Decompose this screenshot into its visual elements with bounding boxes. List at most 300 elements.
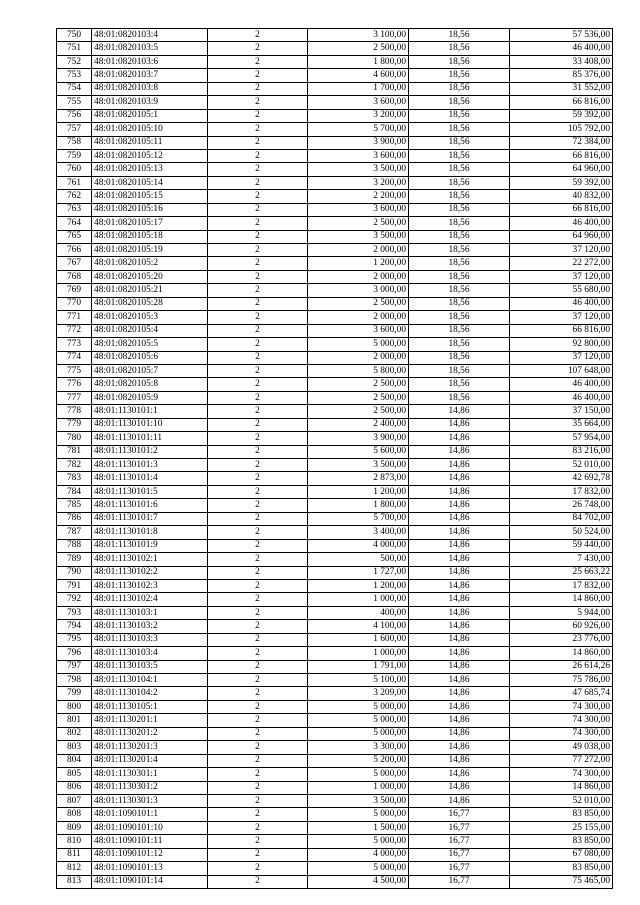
area-value: 1 000,00 <box>308 593 409 606</box>
cadastral-number: 48:01:1130101:10 <box>92 418 208 431</box>
area-value: 5 000,00 <box>308 727 409 740</box>
rate-value: 18,56 <box>409 69 510 82</box>
rate-value: 18,56 <box>409 42 510 55</box>
category-code: 2 <box>208 741 308 754</box>
rate-value: 14,86 <box>409 660 510 673</box>
area-value: 5 700,00 <box>308 512 409 525</box>
row-number: 765 <box>57 230 92 243</box>
area-value: 3 600,00 <box>308 203 409 216</box>
table-row <box>57 324 613 337</box>
rate-value: 14,86 <box>409 606 510 619</box>
table-row <box>57 338 613 351</box>
row-number: 763 <box>57 203 92 216</box>
cadastral-number: 48:01:1090101:1 <box>92 808 208 821</box>
cost-value: 49 038,00 <box>510 741 613 754</box>
table-row <box>57 96 613 109</box>
cadastral-number: 48:01:0820105:21 <box>92 284 208 297</box>
area-value: 1 200,00 <box>308 257 409 270</box>
row-number: 766 <box>57 244 92 257</box>
table-row <box>57 727 613 740</box>
area-value: 5 200,00 <box>308 754 409 767</box>
rate-value: 16,77 <box>409 821 510 834</box>
cost-value: 14 860,00 <box>510 593 613 606</box>
rate-value: 14,86 <box>409 553 510 566</box>
cost-value: 60 926,00 <box>510 620 613 633</box>
area-value: 5 600,00 <box>308 445 409 458</box>
row-number: 791 <box>57 579 92 592</box>
category-code: 2 <box>208 55 308 68</box>
cost-value: 74 300,00 <box>510 714 613 727</box>
category-code: 2 <box>208 324 308 337</box>
category-code: 2 <box>208 338 308 351</box>
row-number: 790 <box>57 566 92 579</box>
cost-value: 25 155,00 <box>510 821 613 834</box>
rate-value: 18,56 <box>409 351 510 364</box>
table-row <box>57 714 613 727</box>
area-value: 1 000,00 <box>308 781 409 794</box>
row-number: 764 <box>57 217 92 230</box>
cost-value: 23 776,00 <box>510 633 613 646</box>
row-number: 781 <box>57 445 92 458</box>
table-row <box>57 566 613 579</box>
cadastral-number: 48:01:1130301:1 <box>92 768 208 781</box>
cadastral-number: 48:01:0820105:17 <box>92 217 208 230</box>
area-value: 2 500,00 <box>308 391 409 404</box>
category-code: 2 <box>208 257 308 270</box>
row-number: 793 <box>57 606 92 619</box>
category-code: 2 <box>208 123 308 136</box>
area-value: 1 727,00 <box>308 566 409 579</box>
area-value: 4 500,00 <box>308 875 409 888</box>
cadastral-number: 48:01:0820105:8 <box>92 378 208 391</box>
category-code: 2 <box>208 297 308 310</box>
area-value: 3 400,00 <box>308 526 409 539</box>
cost-value: 64 960,00 <box>510 163 613 176</box>
rate-value: 14,86 <box>409 445 510 458</box>
rate-value: 14,86 <box>409 499 510 512</box>
area-value: 3 600,00 <box>308 149 409 162</box>
rate-value: 18,56 <box>409 109 510 122</box>
cadastral-number: 48:01:1130102:3 <box>92 579 208 592</box>
rate-value: 14,86 <box>409 674 510 687</box>
category-code: 2 <box>208 526 308 539</box>
table-row <box>57 754 613 767</box>
row-number: 783 <box>57 472 92 485</box>
cost-value: 83 216,00 <box>510 445 613 458</box>
row-number: 786 <box>57 512 92 525</box>
row-number: 756 <box>57 109 92 122</box>
rate-value: 14,86 <box>409 539 510 552</box>
cadastral-number: 48:01:1130101:11 <box>92 432 208 445</box>
row-number: 798 <box>57 674 92 687</box>
cost-value: 84 702,00 <box>510 512 613 525</box>
row-number: 811 <box>57 848 92 861</box>
row-number: 782 <box>57 459 92 472</box>
cost-value: 66 816,00 <box>510 203 613 216</box>
row-number: 771 <box>57 311 92 324</box>
rate-value: 16,77 <box>409 862 510 875</box>
rate-value: 18,56 <box>409 297 510 310</box>
cadastral-number: 48:01:1130101:5 <box>92 485 208 498</box>
area-value: 2 000,00 <box>308 351 409 364</box>
table-row <box>57 660 613 673</box>
cadastral-number: 48:01:0820103:9 <box>92 96 208 109</box>
area-value: 1 200,00 <box>308 579 409 592</box>
cadastral-number: 48:01:1130105:1 <box>92 700 208 713</box>
table-row <box>57 674 613 687</box>
rate-value: 18,56 <box>409 364 510 377</box>
area-value: 2 500,00 <box>308 378 409 391</box>
cost-value: 59 392,00 <box>510 109 613 122</box>
row-number: 760 <box>57 163 92 176</box>
rate-value: 14,86 <box>409 485 510 498</box>
table-row <box>57 257 613 270</box>
table-row <box>57 203 613 216</box>
row-number: 777 <box>57 391 92 404</box>
row-number: 762 <box>57 190 92 203</box>
cost-value: 85 376,00 <box>510 69 613 82</box>
row-number: 803 <box>57 741 92 754</box>
row-number: 750 <box>57 29 92 42</box>
table-row <box>57 700 613 713</box>
rate-value: 14,86 <box>409 781 510 794</box>
row-number: 804 <box>57 754 92 767</box>
rate-value: 14,86 <box>409 754 510 767</box>
rate-value: 14,86 <box>409 526 510 539</box>
rate-value: 18,56 <box>409 136 510 149</box>
area-value: 5 000,00 <box>308 700 409 713</box>
cadastral-number: 48:01:0820105:2 <box>92 257 208 270</box>
cost-value: 57 536,00 <box>510 29 613 42</box>
area-value: 3 900,00 <box>308 136 409 149</box>
table-row <box>57 808 613 821</box>
table-row <box>57 579 613 592</box>
row-number: 799 <box>57 687 92 700</box>
rate-value: 18,56 <box>409 176 510 189</box>
table-body <box>57 29 613 889</box>
cadastral-number: 48:01:0820103:5 <box>92 42 208 55</box>
cost-value: 83 850,00 <box>510 835 613 848</box>
cadastral-number: 48:01:1130101:9 <box>92 539 208 552</box>
table-row <box>57 244 613 257</box>
area-value: 5 700,00 <box>308 123 409 136</box>
category-code: 2 <box>208 351 308 364</box>
area-value: 3 000,00 <box>308 284 409 297</box>
table-row <box>57 512 613 525</box>
cadastral-number: 48:01:1130101:1 <box>92 405 208 418</box>
cadastral-number: 48:01:1130201:4 <box>92 754 208 767</box>
table-row <box>57 270 613 283</box>
cost-value: 26 748,00 <box>510 499 613 512</box>
rate-value: 14,86 <box>409 768 510 781</box>
cadastral-number: 48:01:0820105:13 <box>92 163 208 176</box>
table-row <box>57 230 613 243</box>
cost-value: 52 010,00 <box>510 794 613 807</box>
cost-value: 74 300,00 <box>510 727 613 740</box>
rate-value: 16,77 <box>409 848 510 861</box>
table-row <box>57 69 613 82</box>
table-row <box>57 539 613 552</box>
category-code: 2 <box>208 109 308 122</box>
area-value: 3 600,00 <box>308 96 409 109</box>
table-row <box>57 432 613 445</box>
cost-value: 72 384,00 <box>510 136 613 149</box>
cost-value: 52 010,00 <box>510 459 613 472</box>
area-value: 4 600,00 <box>308 69 409 82</box>
area-value: 5 000,00 <box>308 835 409 848</box>
category-code: 2 <box>208 539 308 552</box>
row-number: 807 <box>57 794 92 807</box>
cadastral-number: 48:01:0820105:5 <box>92 338 208 351</box>
cost-value: 46 400,00 <box>510 391 613 404</box>
category-code: 2 <box>208 579 308 592</box>
row-number: 797 <box>57 660 92 673</box>
table-row <box>57 862 613 875</box>
table-row <box>57 781 613 794</box>
category-code: 2 <box>208 364 308 377</box>
rate-value: 14,86 <box>409 566 510 579</box>
table-row <box>57 82 613 95</box>
cadastral-number: 48:01:0820105:1 <box>92 109 208 122</box>
category-code: 2 <box>208 149 308 162</box>
area-value: 3 500,00 <box>308 230 409 243</box>
rate-value: 14,86 <box>409 459 510 472</box>
rate-value: 14,86 <box>409 405 510 418</box>
cost-value: 83 850,00 <box>510 862 613 875</box>
rate-value: 18,56 <box>409 29 510 42</box>
area-value: 3 300,00 <box>308 741 409 754</box>
row-number: 785 <box>57 499 92 512</box>
area-value: 5 000,00 <box>308 862 409 875</box>
table-row <box>57 109 613 122</box>
table-row <box>57 606 613 619</box>
category-code: 2 <box>208 835 308 848</box>
table-row <box>57 445 613 458</box>
cadastral-number: 48:01:0820105:12 <box>92 149 208 162</box>
rate-value: 14,86 <box>409 472 510 485</box>
row-number: 779 <box>57 418 92 431</box>
cost-value: 74 300,00 <box>510 700 613 713</box>
row-number: 813 <box>57 875 92 888</box>
cadastral-number: 48:01:1090101:14 <box>92 875 208 888</box>
category-code: 2 <box>208 620 308 633</box>
rate-value: 16,77 <box>409 835 510 848</box>
category-code: 2 <box>208 674 308 687</box>
category-code: 2 <box>208 727 308 740</box>
row-number: 761 <box>57 176 92 189</box>
category-code: 2 <box>208 633 308 646</box>
cost-value: 26 614,26 <box>510 660 613 673</box>
area-value: 5 100,00 <box>308 674 409 687</box>
rate-value: 18,56 <box>409 230 510 243</box>
category-code: 2 <box>208 754 308 767</box>
row-number: 794 <box>57 620 92 633</box>
category-code: 2 <box>208 553 308 566</box>
rate-value: 14,86 <box>409 714 510 727</box>
cadastral-number: 48:01:1130101:3 <box>92 459 208 472</box>
cadastral-number: 48:01:0820105:10 <box>92 123 208 136</box>
cost-value: 37 150,00 <box>510 405 613 418</box>
category-code: 2 <box>208 82 308 95</box>
rate-value: 16,77 <box>409 875 510 888</box>
cost-value: 75 465,00 <box>510 875 613 888</box>
rate-value: 14,86 <box>409 593 510 606</box>
area-value: 1 500,00 <box>308 821 409 834</box>
table-row <box>57 821 613 834</box>
table-row <box>57 284 613 297</box>
cost-value: 46 400,00 <box>510 217 613 230</box>
area-value: 2 500,00 <box>308 42 409 55</box>
cadastral-number: 48:01:1130201:3 <box>92 741 208 754</box>
row-number: 768 <box>57 270 92 283</box>
table-row <box>57 297 613 310</box>
category-code: 2 <box>208 647 308 660</box>
area-value: 5 000,00 <box>308 338 409 351</box>
row-number: 754 <box>57 82 92 95</box>
table-row <box>57 472 613 485</box>
cadastral-number: 48:01:1130201:2 <box>92 727 208 740</box>
cadastral-number: 48:01:1130201:1 <box>92 714 208 727</box>
row-number: 753 <box>57 69 92 82</box>
cadastral-number: 48:01:0820105:3 <box>92 311 208 324</box>
area-value: 2 400,00 <box>308 418 409 431</box>
area-value: 1 200,00 <box>308 485 409 498</box>
category-code: 2 <box>208 862 308 875</box>
table-row <box>57 351 613 364</box>
table-row <box>57 42 613 55</box>
rate-value: 18,56 <box>409 149 510 162</box>
category-code: 2 <box>208 418 308 431</box>
row-number: 801 <box>57 714 92 727</box>
cadastral-number: 48:01:0820105:14 <box>92 176 208 189</box>
rate-value: 14,86 <box>409 687 510 700</box>
area-value: 5 000,00 <box>308 808 409 821</box>
cost-value: 37 120,00 <box>510 270 613 283</box>
cadastral-number: 48:01:1130101:8 <box>92 526 208 539</box>
row-number: 759 <box>57 149 92 162</box>
row-number: 788 <box>57 539 92 552</box>
table-row <box>57 149 613 162</box>
rate-value: 18,56 <box>409 391 510 404</box>
cost-value: 57 954,00 <box>510 432 613 445</box>
cadastral-number: 48:01:1090101:12 <box>92 848 208 861</box>
row-number: 769 <box>57 284 92 297</box>
area-value: 3 900,00 <box>308 432 409 445</box>
cadastral-number: 48:01:1130101:6 <box>92 499 208 512</box>
area-value: 1 700,00 <box>308 82 409 95</box>
rate-value: 18,56 <box>409 244 510 257</box>
table-row <box>57 848 613 861</box>
category-code: 2 <box>208 42 308 55</box>
area-value: 2 000,00 <box>308 311 409 324</box>
category-code: 2 <box>208 163 308 176</box>
rate-value: 18,56 <box>409 324 510 337</box>
cost-value: 66 816,00 <box>510 149 613 162</box>
cost-value: 83 850,00 <box>510 808 613 821</box>
row-number: 751 <box>57 42 92 55</box>
area-value: 3 500,00 <box>308 794 409 807</box>
area-value: 1 791,00 <box>308 660 409 673</box>
category-code: 2 <box>208 405 308 418</box>
category-code: 2 <box>208 69 308 82</box>
category-code: 2 <box>208 244 308 257</box>
rate-value: 14,86 <box>409 647 510 660</box>
table-row <box>57 123 613 136</box>
cost-value: 46 400,00 <box>510 297 613 310</box>
cost-value: 40 832,00 <box>510 190 613 203</box>
area-value: 3 209,00 <box>308 687 409 700</box>
table-row <box>57 485 613 498</box>
category-code: 2 <box>208 848 308 861</box>
cadastral-number: 48:01:0820105:20 <box>92 270 208 283</box>
category-code: 2 <box>208 472 308 485</box>
category-code: 2 <box>208 606 308 619</box>
cost-value: 33 408,00 <box>510 55 613 68</box>
area-value: 3 500,00 <box>308 163 409 176</box>
cost-value: 59 440,00 <box>510 539 613 552</box>
category-code: 2 <box>208 311 308 324</box>
row-number: 789 <box>57 553 92 566</box>
rate-value: 18,56 <box>409 163 510 176</box>
category-code: 2 <box>208 485 308 498</box>
table-row <box>57 190 613 203</box>
rate-value: 14,86 <box>409 794 510 807</box>
cadastral-number: 48:01:0820105:15 <box>92 190 208 203</box>
category-code: 2 <box>208 270 308 283</box>
cadastral-number: 48:01:1090101:11 <box>92 835 208 848</box>
row-number: 805 <box>57 768 92 781</box>
row-number: 792 <box>57 593 92 606</box>
rate-value: 18,56 <box>409 270 510 283</box>
cost-value: 22 272,00 <box>510 257 613 270</box>
table-row <box>57 620 613 633</box>
table-row <box>57 378 613 391</box>
category-code: 2 <box>208 432 308 445</box>
table-row <box>57 311 613 324</box>
table-row <box>57 176 613 189</box>
rate-value: 14,86 <box>409 432 510 445</box>
cadastral-number: 48:01:1090101:10 <box>92 821 208 834</box>
table-row <box>57 55 613 68</box>
cadastral-number: 48:01:0820105:9 <box>92 391 208 404</box>
cadastral-number: 48:01:1130102:1 <box>92 553 208 566</box>
category-code: 2 <box>208 499 308 512</box>
cost-value: 42 692,78 <box>510 472 613 485</box>
table-row <box>57 163 613 176</box>
table-row <box>57 647 613 660</box>
area-value: 2 000,00 <box>308 270 409 283</box>
rate-value: 16,77 <box>409 808 510 821</box>
row-number: 802 <box>57 727 92 740</box>
area-value: 5 000,00 <box>308 714 409 727</box>
rate-value: 18,56 <box>409 284 510 297</box>
cost-value: 17 832,00 <box>510 579 613 592</box>
rate-value: 14,86 <box>409 620 510 633</box>
category-code: 2 <box>208 808 308 821</box>
category-code: 2 <box>208 445 308 458</box>
area-value: 4 100,00 <box>308 620 409 633</box>
cost-value: 75 786,00 <box>510 674 613 687</box>
row-number: 767 <box>57 257 92 270</box>
cadastral-number: 48:01:1130102:2 <box>92 566 208 579</box>
cost-value: 50 524,00 <box>510 526 613 539</box>
cadastral-number: 48:01:1130101:4 <box>92 472 208 485</box>
rate-value: 18,56 <box>409 203 510 216</box>
cost-value: 66 816,00 <box>510 324 613 337</box>
rate-value: 18,56 <box>409 190 510 203</box>
area-value: 400,00 <box>308 606 409 619</box>
category-code: 2 <box>208 378 308 391</box>
